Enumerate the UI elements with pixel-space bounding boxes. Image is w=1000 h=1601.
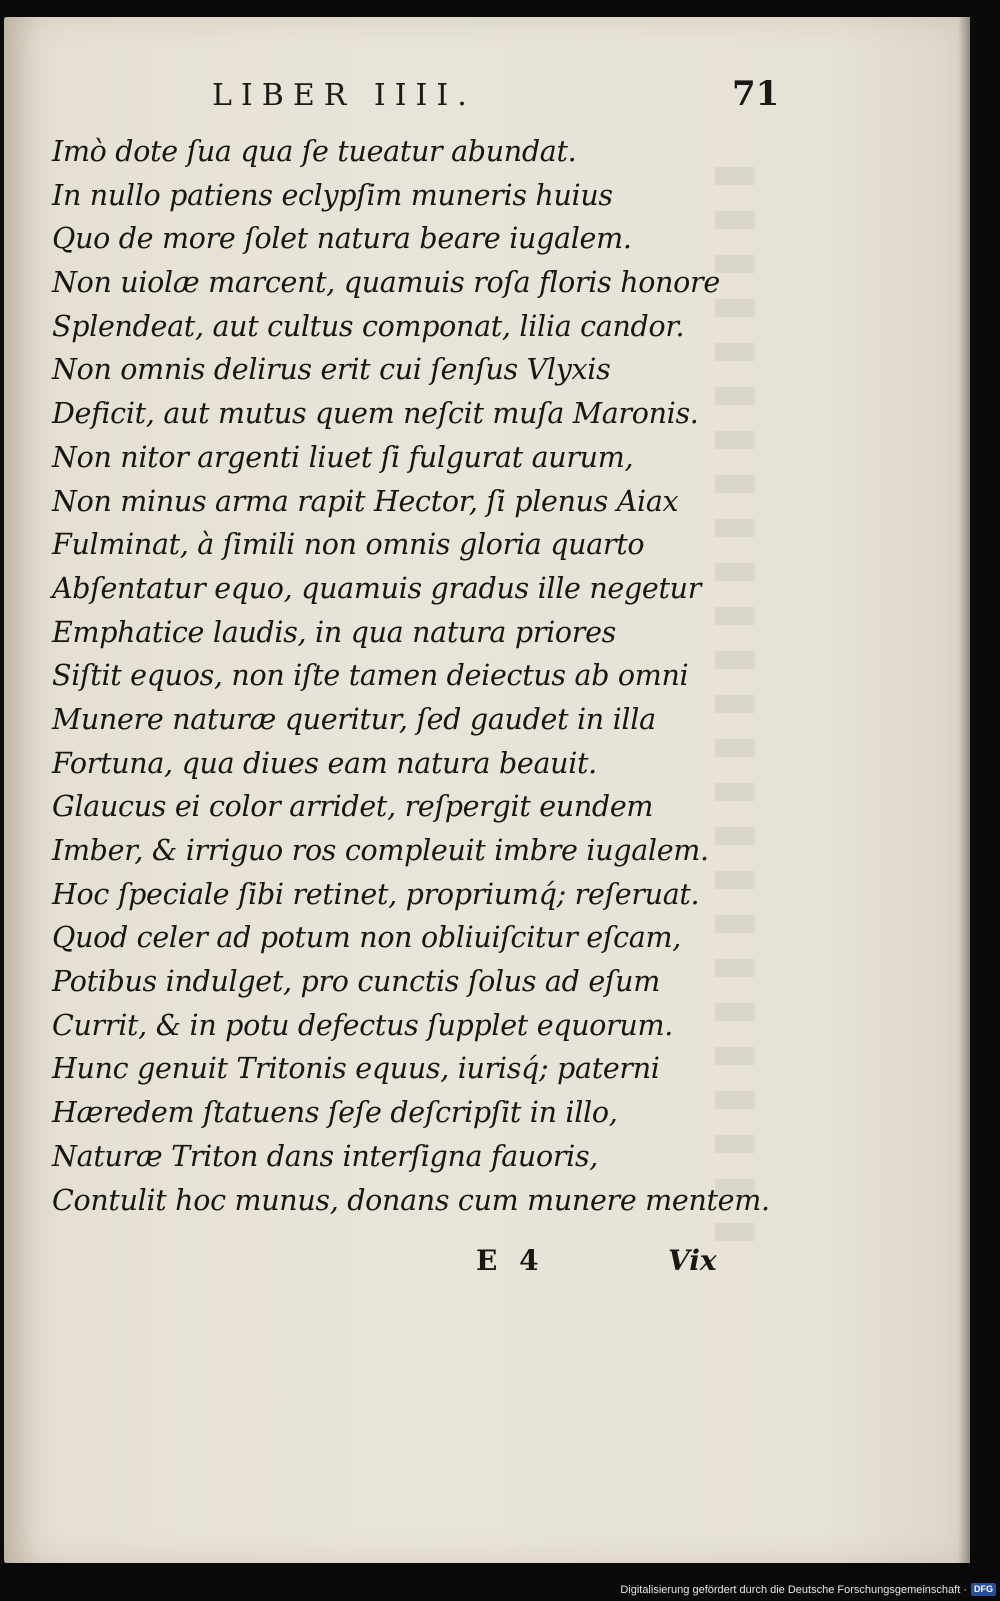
verse-line: Potibus indulget, pro cunctis ſolus ad eſum bbox=[52, 965, 660, 999]
verse-line: Hunc genuit Tritonis equus, iurisq́; paterni bbox=[52, 1052, 660, 1086]
page-number: 71 bbox=[732, 74, 780, 114]
credit-text: Digitalisierung gefördert durch die Deutsche Forschungsgemeinschaft · bbox=[620, 1583, 967, 1596]
verse-line: In nullo patiens eclypſim muneris huius bbox=[52, 178, 613, 212]
verse-line: Imò dote ſua qua ſe tueatur abundat. bbox=[52, 135, 577, 168]
verse-line: Munere naturæ queritur, ſed gaudet in illa bbox=[52, 702, 656, 736]
verse-line: Contulit hoc munus, donans cum munere mentem. bbox=[52, 1183, 770, 1217]
verse-line: Siſtit equos, non iſte tamen deiectus ab omni bbox=[52, 659, 689, 693]
verse-line: Imber, & irriguo ros compleuit imbre iugalem. bbox=[52, 834, 709, 867]
catchword: Vix bbox=[668, 1244, 717, 1277]
verse-line: Abſentatur equo, quamuis gradus ille negetur bbox=[52, 571, 702, 605]
running-head: LIBER IIII. bbox=[212, 78, 476, 113]
verse-line: Quod celer ad potum non obliuiſcitur eſcam, bbox=[52, 921, 681, 955]
verse-line: Non uiolæ marcent, quamuis roſa floris honore bbox=[52, 266, 720, 300]
verse-line: Non minus arma rapit Hector, ſi plenus Aiax bbox=[52, 484, 679, 518]
verse-line: Currit, & in potu defectus ſupplet equorum. bbox=[52, 1008, 673, 1042]
verse-line: Hoc ſpeciale ſibi retinet, propriumq́; reſeruat. bbox=[52, 877, 700, 911]
verse-line: Hæredem ſtatuens ſeſe deſcripſit in illo, bbox=[52, 1096, 618, 1130]
signature-mark: E 4 bbox=[476, 1244, 545, 1277]
verse-line: Emphatice laudis, in qua natura priores bbox=[52, 615, 617, 649]
verse-line: Deficit, aut mutus quem neſcit muſa Maronis. bbox=[52, 397, 699, 431]
verse-line: Naturæ Triton dans interſigna fauoris, bbox=[52, 1139, 599, 1173]
verse-line: Splendeat, aut cultus componat, lilia candor. bbox=[52, 309, 685, 343]
verse-line: Non nitor argenti liuet ſi fulgurat aurum, bbox=[52, 440, 634, 474]
digitization-credit bbox=[620, 1583, 996, 1596]
verse-line: Fortuna, qua diues eam natura beauit. bbox=[52, 746, 597, 780]
verse-line: Glaucus ei color arridet, reſpergit eundem bbox=[52, 790, 654, 824]
verse-text-block bbox=[52, 130, 770, 1222]
verse-line: Quo de more ſolet natura beare iugalem. bbox=[52, 222, 632, 256]
verse-line: Fulminat, à ſimili non omnis gloria quarto bbox=[52, 528, 645, 562]
page-edge-shadow bbox=[958, 17, 970, 1563]
dfg-logo: DFG bbox=[971, 1583, 996, 1596]
verse-line: Non omnis delirus erit cui ſenſus Vlyxis bbox=[52, 353, 611, 387]
